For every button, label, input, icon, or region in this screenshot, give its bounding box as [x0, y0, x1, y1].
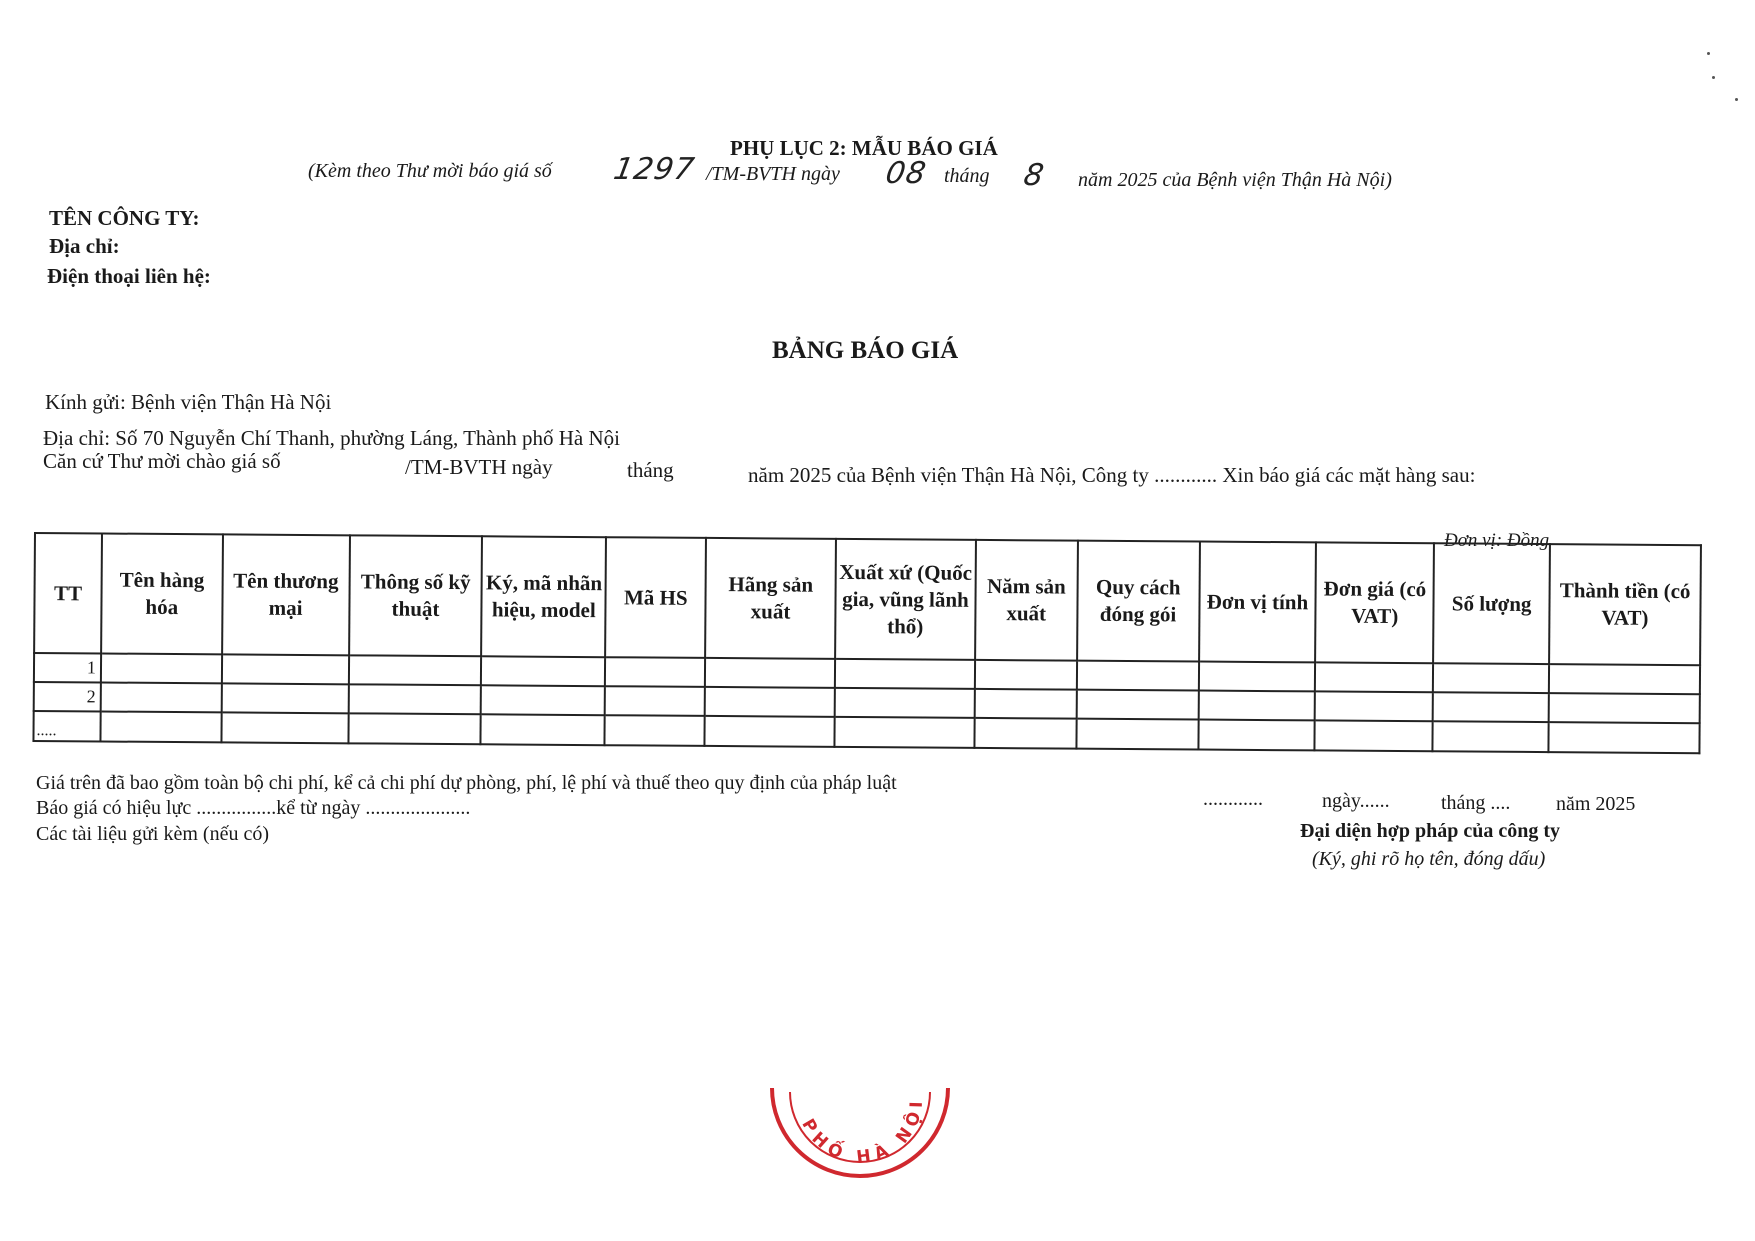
appendix-title: PHỤ LỤC 2: MẪU BÁO GIÁ — [730, 136, 998, 160]
col-header-product-name: Tên hàng hóa — [101, 533, 223, 654]
cell — [974, 718, 1076, 749]
signer-note: (Ký, ghi rõ họ tên, đóng dấu) — [1312, 848, 1546, 870]
handwritten-day: 08 — [882, 156, 930, 191]
col-header-packaging: Quy cách đóng gói — [1077, 541, 1200, 662]
cell — [1076, 719, 1198, 750]
cell — [705, 716, 835, 747]
svg-text:PHỐ HÀ NỘI — [797, 1095, 927, 1168]
cell — [1198, 662, 1315, 692]
recipient-address-line: Địa chỉ: Số 70 Nguyễn Chí Thanh, phường Láng, Thành phố Hà Nội — [43, 426, 620, 450]
cell — [1198, 691, 1315, 721]
basis-text-c: tháng — [627, 458, 674, 482]
cell — [1549, 693, 1700, 723]
cell — [349, 655, 482, 685]
cell — [348, 684, 481, 714]
cell — [1549, 722, 1700, 753]
cell — [835, 659, 975, 689]
cell — [1198, 720, 1315, 751]
cell — [348, 713, 481, 744]
handwritten-doc-number: 1297 — [610, 152, 698, 187]
footer-note-attachments: Các tài liệu gửi kèm (nếu có) — [36, 823, 269, 845]
basis-text-a: Căn cứ Thư mời chào giá số — [43, 449, 281, 473]
cell — [1076, 690, 1198, 720]
col-header-trade-name: Tên thương mại — [222, 534, 350, 655]
company-address-label: Địa chỉ: — [49, 234, 120, 258]
col-header-model: Ký, mã nhãn hiệu, model — [482, 536, 607, 657]
cell — [1315, 691, 1433, 721]
footer-note-validity: Báo giá có hiệu lực ................kể từ ngày ..................... — [36, 797, 471, 819]
cell — [975, 660, 1077, 690]
scan-speck — [1707, 52, 1710, 55]
basis-text-d: năm 2025 của Bệnh viện Thận Hà Nội, Công ty ............ Xin báo giá các mặt hàng sau: — [748, 463, 1476, 487]
company-phone-label: Điện thoại liên hệ: — [47, 264, 211, 288]
attach-code: /TM-BVTH ngày — [706, 163, 840, 185]
cell — [1433, 721, 1549, 752]
scan-speck — [1735, 98, 1738, 101]
attach-suffix: năm 2025 của Bệnh viện Thận Hà Nội) — [1078, 169, 1392, 191]
col-header-manufacturer: Hãng sản xuất — [705, 538, 836, 659]
col-header-quantity: Số lượng — [1433, 543, 1550, 664]
stamp-seal — [760, 1070, 960, 1200]
signer-title: Đại diện hợp pháp của công ty — [1300, 820, 1561, 842]
cell — [481, 714, 605, 745]
company-name-label: TÊN CÔNG TY: — [49, 206, 200, 230]
cell — [222, 654, 349, 684]
cell — [1549, 664, 1700, 694]
cell — [705, 687, 835, 717]
cell — [1433, 663, 1549, 693]
sign-month: tháng .... — [1441, 792, 1511, 814]
col-header-hs-code: Mã HS — [605, 537, 706, 658]
unit-note: Đơn vị: Đồng — [1444, 530, 1550, 551]
col-header-origin: Xuất xứ (Quốc gia, vũng lãnh thổ) — [835, 539, 976, 660]
cell — [605, 715, 705, 746]
col-header-year: Năm sản xuất — [975, 540, 1078, 661]
page-title: BẢNG BÁO GIÁ — [772, 337, 959, 364]
cell — [1077, 661, 1199, 691]
row-number: ..... — [33, 711, 100, 741]
cell — [1433, 692, 1549, 722]
basis-text-b: /TM-BVTH ngày — [405, 455, 553, 479]
cell — [834, 717, 974, 748]
attach-month-label: tháng — [944, 165, 990, 187]
scan-speck — [1712, 76, 1715, 79]
cell — [481, 656, 605, 686]
cell — [481, 685, 605, 715]
stamp-text: PHỐ HÀ NỘI — [797, 1095, 928, 1168]
cell — [975, 689, 1077, 719]
cell — [1315, 662, 1433, 692]
cell — [221, 683, 348, 713]
cell — [101, 682, 222, 712]
cell — [835, 688, 975, 718]
col-header-unit: Đơn vị tính — [1199, 542, 1317, 663]
quote-table — [32, 532, 1701, 754]
table-header-row — [34, 533, 1701, 665]
col-header-total: Thành tiền (có VAT) — [1549, 544, 1701, 665]
handwritten-month: 8 — [1020, 158, 1048, 193]
cell — [605, 686, 705, 716]
cell — [221, 712, 348, 743]
cell — [1315, 720, 1433, 751]
cell — [101, 653, 222, 683]
row-number: 2 — [34, 682, 101, 711]
recipient-line: Kính gửi: Bệnh viện Thận Hà Nội — [45, 390, 332, 414]
row-number: 1 — [34, 653, 101, 682]
col-header-tt: TT — [34, 533, 102, 653]
attach-prefix: (Kèm theo Thư mời báo giá số — [308, 160, 552, 182]
cell — [605, 657, 705, 687]
sign-day: ngày...... — [1322, 790, 1390, 812]
cell — [100, 711, 221, 742]
sign-place: ............ — [1203, 788, 1263, 810]
cell — [705, 658, 835, 688]
sign-year: năm 2025 — [1556, 793, 1636, 815]
footer-note-costs: Giá trên đã bao gồm toàn bộ chi phí, kể cả chi phí dự phòng, phí, lệ phí và thuế theo quy định của pháp luật — [36, 772, 897, 794]
col-header-unit-price: Đơn giá (có VAT) — [1315, 542, 1434, 663]
col-header-specs: Thông số kỹ thuật — [349, 535, 483, 656]
